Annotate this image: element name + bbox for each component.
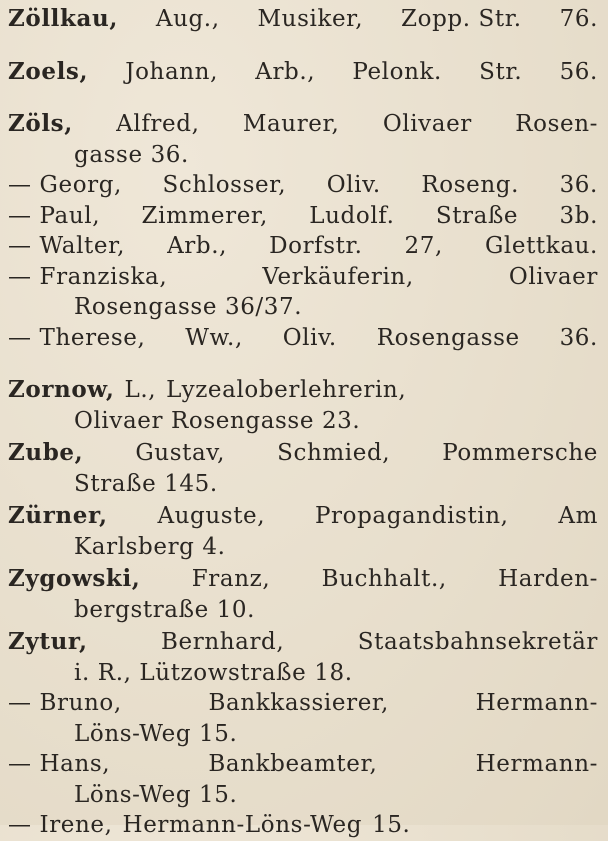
entry-zoels-alfred — [8, 109, 598, 170]
entry-word: Propagandistin, — [314, 503, 509, 529]
entry-firstname: — Walter, — [8, 233, 126, 259]
entry-line — [8, 231, 598, 262]
entry-word: Auguste, — [157, 503, 266, 529]
entry-continuation — [8, 595, 598, 626]
entry-address: i. R., Lützowstraße 18. — [74, 659, 353, 686]
entry-line — [8, 109, 598, 140]
entry-word: 15. — [372, 812, 411, 838]
entry-word: Johann, — [125, 58, 219, 85]
entry-firstname: — Paul, — [8, 202, 101, 229]
entry-word: Str. — [479, 58, 523, 85]
entry-continuation — [8, 780, 598, 811]
entry-zoels-therese — [8, 323, 598, 354]
entry-word: Rosengasse — [376, 324, 520, 351]
entry-firstname: — Franziska, — [8, 263, 168, 290]
entry-word: Oliv. — [282, 324, 337, 351]
entry-word: Alfred, — [116, 111, 200, 137]
entry-word: Verkäuferin, — [262, 263, 414, 290]
entry-address: Straße 145. — [74, 470, 218, 497]
entry-word: Olivaer — [508, 263, 598, 290]
entry-word: 56. — [559, 58, 598, 85]
entry-zoels — [8, 57, 598, 88]
entry-zoellkau — [8, 4, 598, 35]
entry-surname: Zube, — [8, 439, 84, 466]
entry-line — [8, 627, 598, 658]
entry-zoels-franziska — [8, 262, 598, 323]
entry-address: Karlsberg 4. — [74, 533, 226, 560]
entry-continuation — [8, 469, 598, 500]
entry-word: Bernhard, — [161, 629, 285, 655]
entry-word: Gustav, — [135, 440, 226, 466]
entry-zoels-paul — [8, 201, 598, 232]
entry-continuation — [8, 719, 598, 750]
entry-word: Dorfstr. — [269, 233, 363, 259]
entry-word: Bankkassierer, — [208, 690, 389, 716]
entry-zube — [8, 438, 598, 499]
entry-word: Olivaer — [382, 111, 472, 137]
entry-word: Hermann- — [475, 751, 598, 777]
entry-word: Musiker, — [257, 6, 364, 32]
entry-address: Löns-Weg 15. — [74, 720, 238, 747]
entry-surname: Zöllkau, — [8, 5, 118, 32]
entry-word: 36. — [559, 172, 598, 198]
entry-word: 36. — [559, 324, 598, 351]
entry-word: Maurer, — [242, 111, 340, 137]
entry-firstname: — Irene, — [8, 812, 113, 838]
entry-firstname: — Georg, — [8, 172, 122, 198]
entry-line — [8, 201, 598, 232]
entry-word: Harden- — [498, 566, 598, 592]
entry-line — [8, 564, 598, 595]
entry-word: Zopp. Str. — [401, 6, 522, 32]
entry-zuerner — [8, 501, 598, 562]
entry-line — [8, 749, 598, 780]
entry-word: 76. — [559, 6, 598, 32]
entry-line — [8, 375, 598, 406]
entry-firstname: — Bruno, — [8, 690, 122, 716]
entry-word: Aug., — [155, 6, 220, 32]
entry-surname: Zürner, — [8, 502, 108, 529]
entry-line — [8, 262, 598, 293]
entry-line — [8, 57, 598, 88]
entry-surname: Zornow, — [8, 376, 115, 403]
entry-zoels-walter — [8, 231, 598, 262]
entry-word: Oliv. — [326, 172, 381, 198]
entry-word: 3b. — [559, 202, 598, 229]
entry-word: Straße — [435, 202, 519, 229]
entry-word: Schlosser, — [162, 172, 287, 198]
entry-address: gasse 36. — [74, 141, 189, 168]
entry-word: Hermann-Löns-Weg — [122, 812, 363, 838]
entry-surname: Zöls, — [8, 110, 73, 137]
entry-zytur-irene — [8, 810, 598, 841]
entry-zytur-bruno — [8, 688, 598, 749]
entry-word: Hermann- — [475, 690, 598, 716]
entry-word: Zimmerer, — [141, 202, 268, 229]
entry-word: 27, — [404, 233, 443, 259]
entry-word: Pelonk. — [352, 58, 442, 85]
entry-surname: Zoels, — [8, 57, 89, 85]
entry-zytur — [8, 627, 598, 688]
entry-word: Staatsbahnsekretär — [357, 629, 598, 655]
entry-line — [8, 170, 598, 201]
entry-continuation — [8, 406, 598, 437]
entry-line — [8, 438, 598, 469]
entry-word: Schmied, — [277, 440, 391, 466]
entry-word: Pommersche — [442, 440, 598, 466]
entry-continuation — [8, 658, 598, 689]
entry-address: bergstraße 10. — [74, 596, 256, 623]
entry-surname: Zytur, — [8, 628, 88, 655]
entry-firstname: — Therese, — [8, 324, 146, 351]
entry-line — [8, 810, 598, 841]
entry-address: Rosengasse 36/37. — [74, 294, 303, 320]
entry-address: Löns-Weg 15. — [74, 781, 238, 808]
entry-word: Ww., — [185, 324, 243, 351]
entry-continuation — [8, 140, 598, 171]
entry-word: Glettkau. — [484, 233, 598, 259]
entry-word: Buchhalt., — [321, 566, 447, 592]
entry-word: Roseng. — [421, 172, 520, 198]
entry-word: Franz, — [191, 566, 271, 592]
entry-word: Lyzealoberlehrerin, — [166, 377, 407, 403]
entry-zygowski — [8, 564, 598, 625]
entry-zoels-georg — [8, 170, 598, 201]
entry-continuation — [8, 532, 598, 563]
entry-word: Am — [558, 503, 598, 529]
entry-word: L., — [124, 377, 157, 403]
entry-word: Arb., — [255, 58, 316, 85]
entry-zytur-hans — [8, 749, 598, 810]
entry-line — [8, 4, 598, 35]
entry-line — [8, 501, 598, 532]
entry-firstname: — Hans, — [8, 751, 111, 777]
entry-surname: Zygowski, — [8, 565, 141, 592]
entry-line — [8, 688, 598, 719]
entry-word: Ludolf. — [309, 202, 395, 229]
entry-line — [8, 323, 598, 354]
entry-continuation — [8, 292, 598, 323]
entry-address: Olivaer Rosengasse 23. — [74, 407, 361, 434]
entry-word: Arb., — [167, 233, 228, 259]
entry-word: Rosen- — [515, 111, 598, 137]
entry-zornow — [8, 375, 598, 436]
entry-word: Bankbeamter, — [208, 751, 378, 777]
